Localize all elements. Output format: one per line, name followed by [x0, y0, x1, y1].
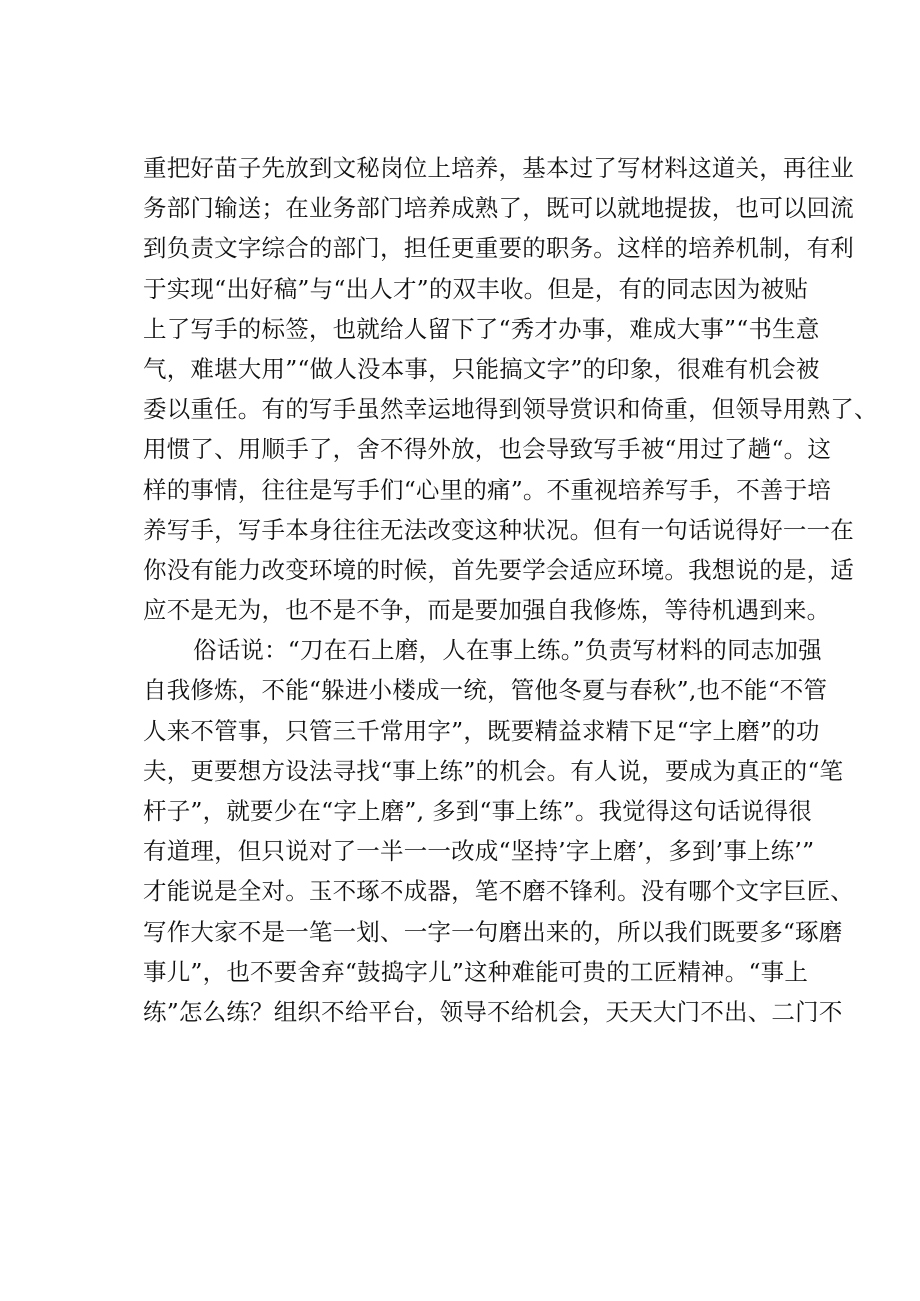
text-line: 杆子”，就要少在“字上磨”, 多到“事上练”。我觉得这句话说得很 — [143, 797, 812, 825]
text-line: 应不是无为，也不是不争，而是要加强自我修炼，等待机遇到来。 — [143, 596, 831, 625]
text-line: 练”怎么练？组织不给平台，领导不给机会，天天大门不出、二门不 — [143, 997, 843, 1026]
text-line: 才能说是全对。玉不琢不成器，笔不磨不锋利。没有哪个文字巨匠、 — [143, 877, 854, 906]
text-line: 气，难堪大用”“做人没本事，只能搞文字”的印象，很难有机会被 — [143, 354, 820, 383]
text-line: 你没有能力改变环境的时候，首先要学会适应环境。我想说的是，适 — [143, 555, 854, 584]
text-line: 重把好苗子先放到文秘岗位上培养，基本过了写材料这道关，再往业 — [143, 154, 854, 182]
text-line: 夫，更要想方设法寻找“事上练”的机会。有人说，要成为真正的“笔 — [143, 756, 844, 785]
text-line: 自我修炼，不能“躲进小楼成一统，管他冬夏与春秋”,也不能“不管 — [143, 676, 828, 705]
text-line: 务部门输送；在业务部门培养成熟了，既可以就地提拔，也可以回流 — [143, 194, 854, 223]
text-line: 有道理，但只说对了一半一一改成“坚持’字上磨’，多到’事上练’” — [143, 837, 815, 866]
text-line: 样的事情，往往是写手们“心里的痛”。不重视培养写手，不善于培 — [143, 475, 832, 504]
text-line: 养写手，写手本身往往无法改变这种状况。但有一句话说得好一一在 — [143, 515, 854, 544]
text-line: 用惯了、用顺手了，舍不得外放，也会导致写手被“用过了趟“。这 — [143, 435, 832, 464]
paragraph-start-line: 俗话说：“刀在石上磨，人在事上练。”负责写材料的同志加强 — [193, 636, 822, 665]
body-text — [143, 148, 878, 1032]
text-line: 于实现“出好稿”与“出人才”的双丰收。但是，有的同志因为被贴 — [143, 274, 809, 303]
text-line: 事儿”，也不要舍弃“鼓捣字儿”这种难能可贵的工匠精神。“事上 — [143, 957, 809, 986]
text-line: 委以重任。有的写手虽然幸运地得到领导赏识和倚重，但领导用熟了、 — [143, 395, 878, 424]
text-line: 上了写手的标签，也就给人留下了“秀才办事，难成大事”“书生意 — [143, 314, 820, 343]
text-line: 人来不管事，只管三千常用字”，既要精益求精下足“字上磨”的功 — [143, 716, 820, 745]
text-line: 到负责文字综合的部门，担任更重要的职务。这样的培养机制，有利 — [143, 234, 854, 263]
text-line: 写作大家不是一笔一划、一字一句磨出来的，所以我们既要多“琢磨 — [143, 917, 843, 946]
